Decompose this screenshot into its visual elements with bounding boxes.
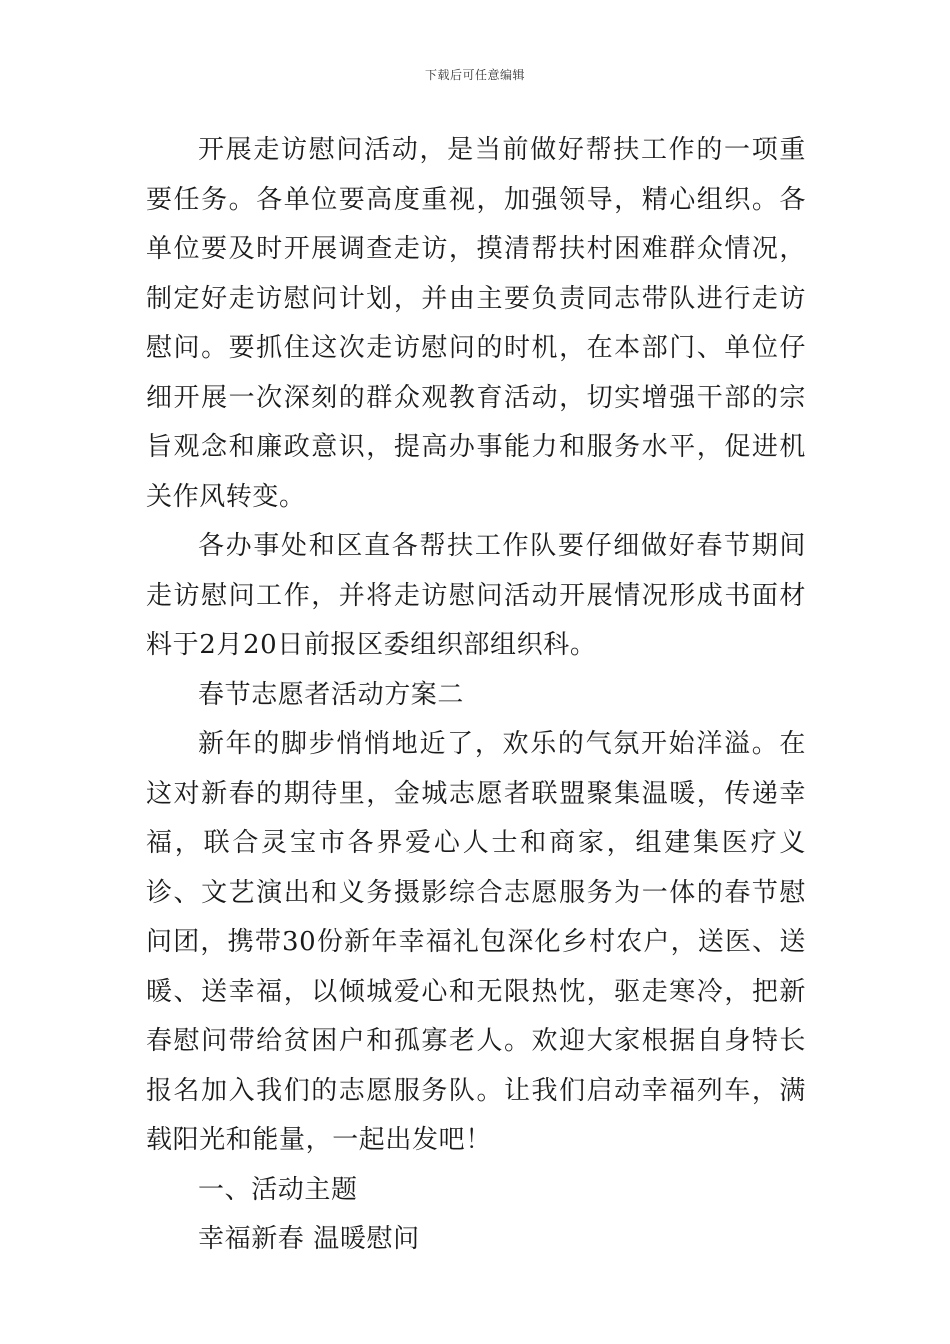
paragraph-report-deadline: 各办事处和区直各帮扶工作队要仔细做好春节期间走访慰问工作，并将走访慰问活动开展情况形成书面材料于2月20日前报区委组织部组织科。 <box>146 531 806 660</box>
paragraph-visit-activities: 开展走访慰问活动，是当前做好帮扶工作的一项重要任务。各单位要高度重视，加强领导，精心组织。各单位要及时开展调查走访，摸清帮扶村困难群众情况，制定好走访慰问计划，并由主要负责同志带队进行走访慰问。要抓住这次走访慰问的时机，在本部门、单位仔细开展一次深刻的群众观教育活动，切实增强干部的宗旨观念和廉政意识，提高办事能力和服务水平，促进机关作风转变。 <box>146 135 806 512</box>
document-body <box>146 126 806 1265</box>
section-heading-theme: 一、活动主题 <box>198 1174 358 1205</box>
paragraph-new-year-intro: 新年的脚步悄悄地近了，欢乐的气氛开始洋溢。在这对新春的期待里，金城志愿者联盟聚集温暖，传递幸福，联合灵宝市各界爱心人士和商家，组建集医疗义诊、文艺演出和义务摄影综合志愿服务为一体的春节慰问团，携带30份新年幸福礼包深化乡村农户，送医、送暖、送幸福，以倾城爱心和无限热忱，驱走寒冷，把新春慰问带给贫困户和孤寡老人。欢迎大家根据自身特长报名加入我们的志愿服务队。让我们启动幸福列车，满载阳光和能量，一起出发吧！ <box>146 729 806 1155</box>
paragraph-theme-text: 幸福新春 温暖慰问 <box>198 1224 420 1254</box>
page-header: 下载后可任意编辑 <box>424 68 525 82</box>
section-title-plan-two: 春节志愿者活动方案二 <box>198 679 465 710</box>
